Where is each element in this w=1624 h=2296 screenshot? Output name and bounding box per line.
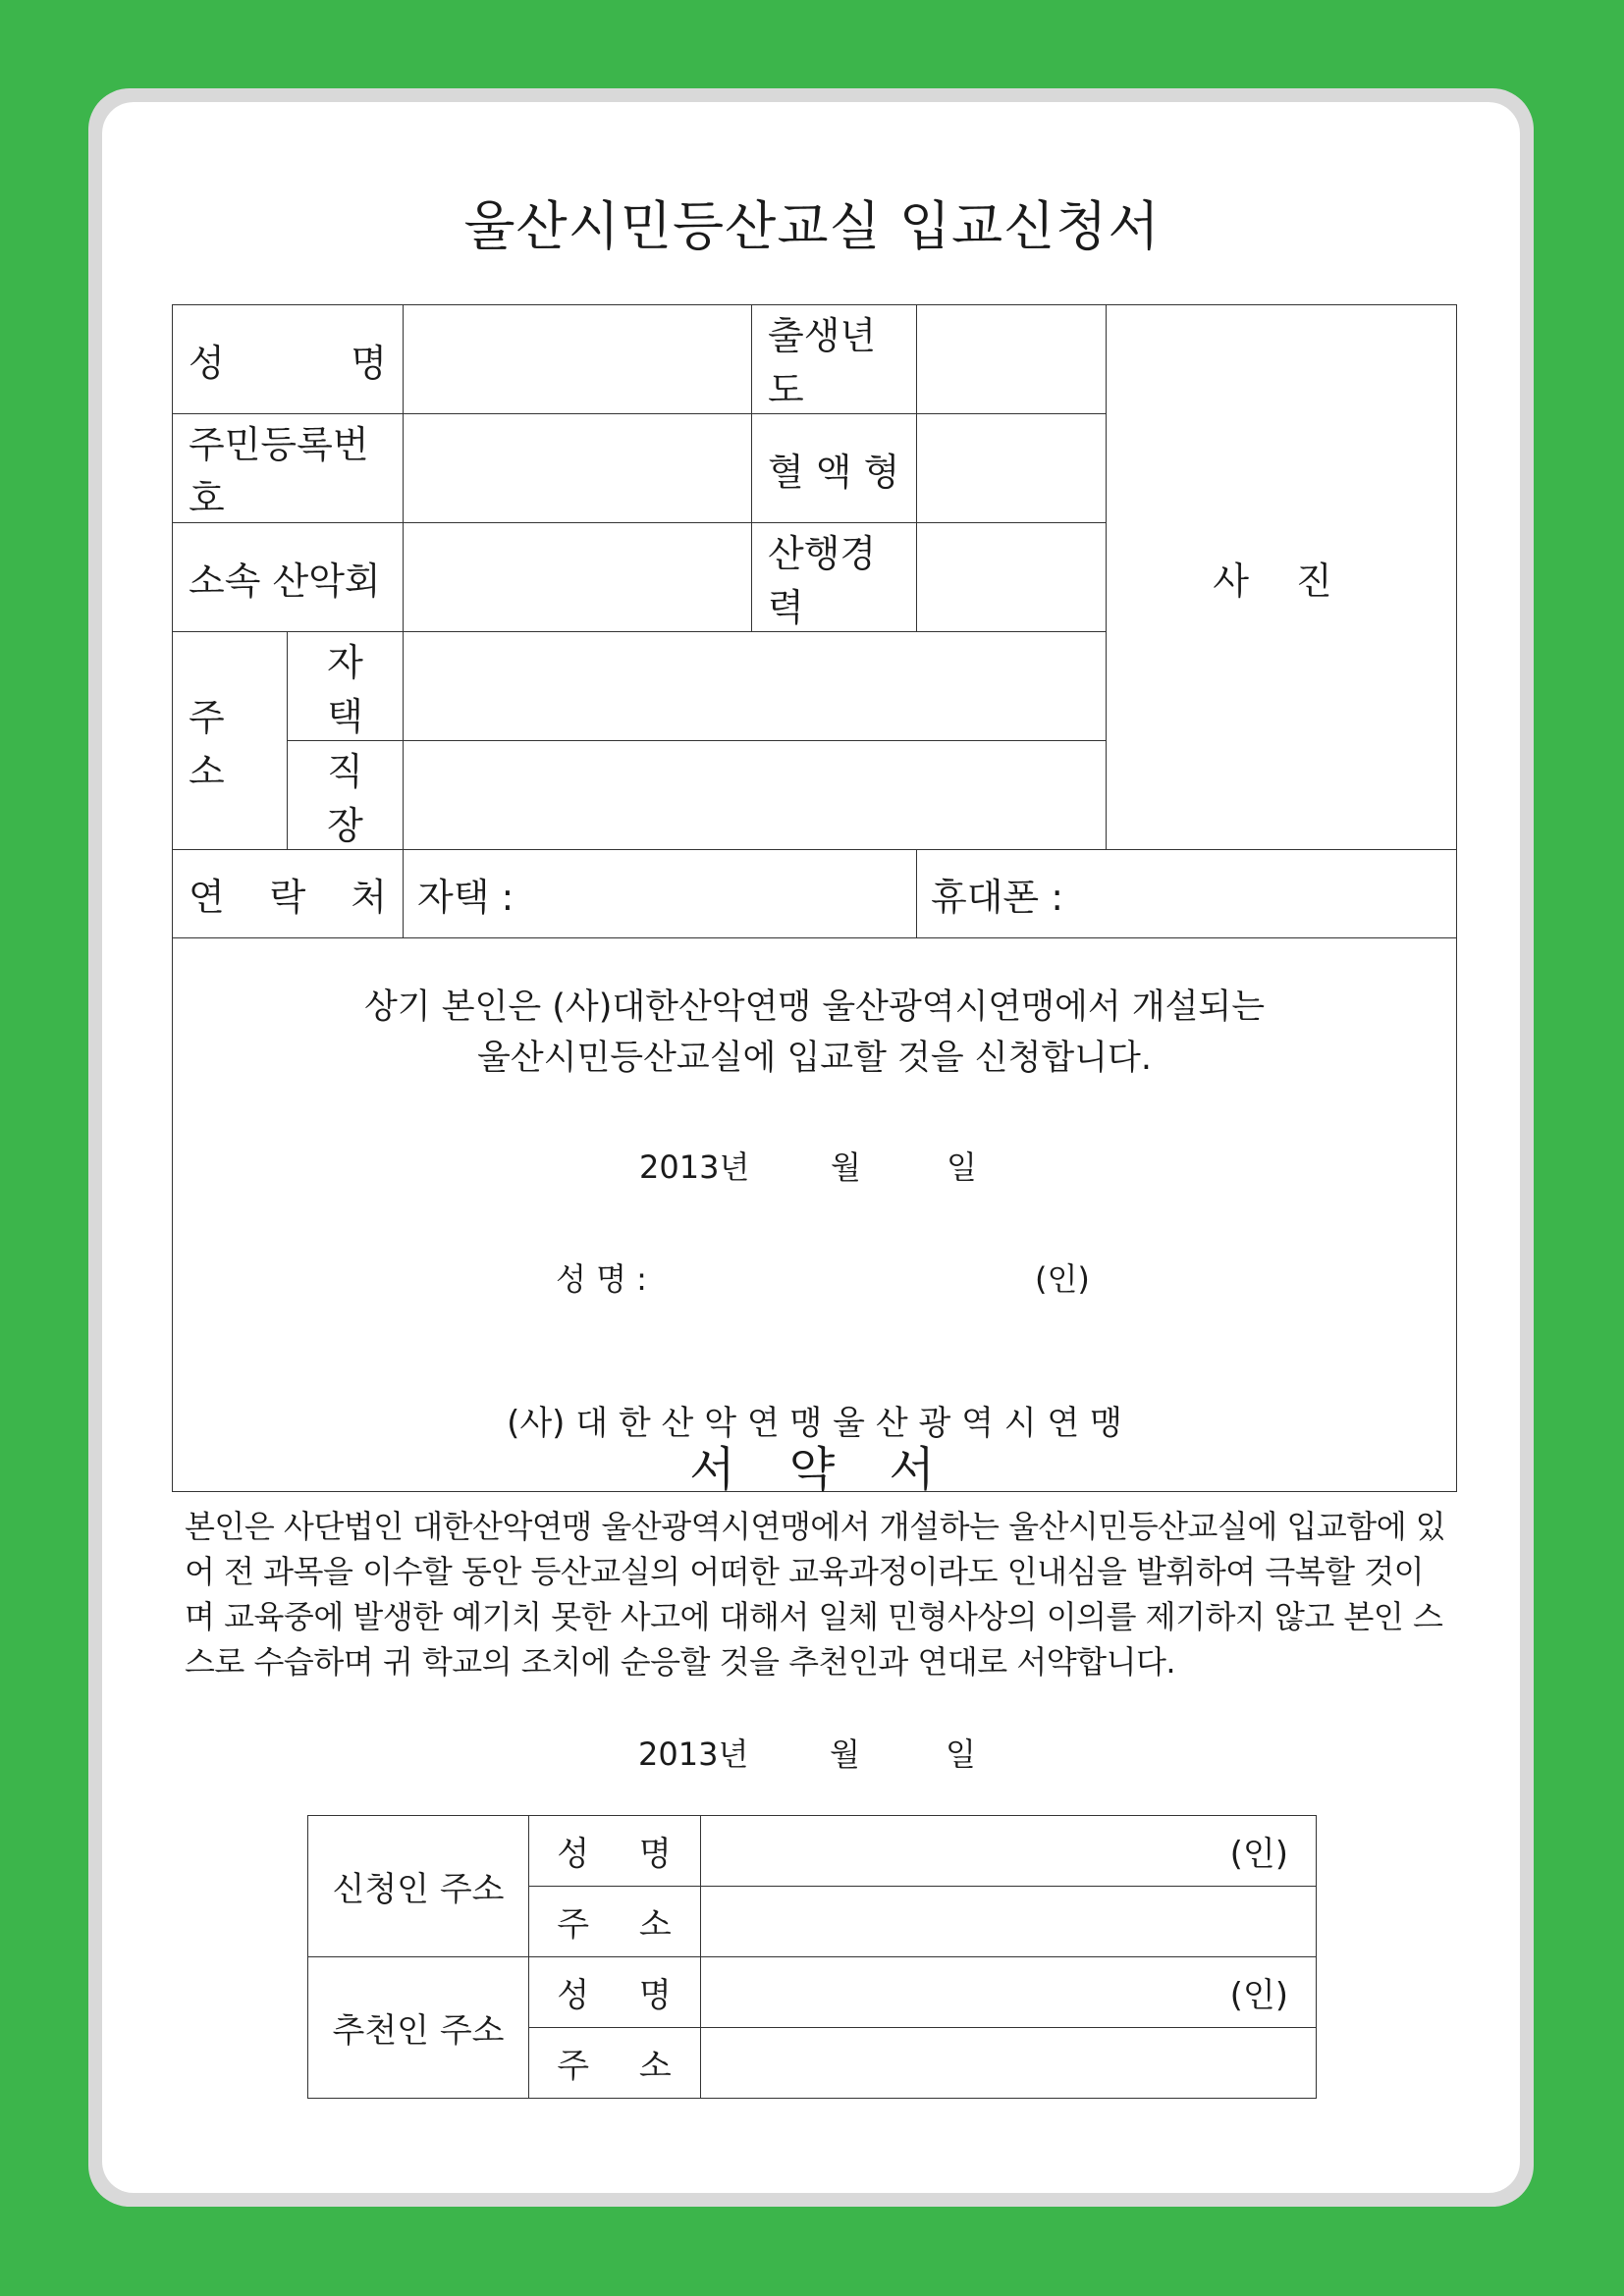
statement-sign-label: 성 명 : bbox=[556, 1260, 647, 1298]
home-phone-label: 자택 : bbox=[417, 876, 514, 919]
statement-seal[interactable]: (인) bbox=[1035, 1260, 1090, 1298]
oath-date-year: 2013년 bbox=[638, 1735, 749, 1773]
photo-box[interactable]: 사 진 bbox=[1107, 305, 1457, 850]
oath-title: 서 약 서 bbox=[689, 1442, 935, 1497]
statement-line-1: 상기 본인은 (사)대한산악연맹 울산광역시연맹에서 개설되는 bbox=[363, 988, 1266, 1027]
address-label: 주 소 bbox=[173, 632, 288, 850]
page-title: 울산시민등산교실 입교신청서 bbox=[463, 195, 1161, 257]
mobile-label: 휴대폰 : bbox=[931, 876, 1064, 919]
work-address-field[interactable] bbox=[404, 741, 1107, 850]
home-address-field[interactable] bbox=[404, 632, 1107, 741]
club-field[interactable] bbox=[404, 523, 752, 632]
blood-type-field[interactable] bbox=[917, 414, 1107, 523]
home-address-label: 자 택 bbox=[288, 632, 404, 741]
name-label: 성 명 bbox=[173, 305, 404, 414]
statement-line-2: 울산시민등산교실에 입교할 것을 신청합니다. bbox=[477, 1039, 1152, 1078]
recommender-name-field[interactable] bbox=[701, 1957, 1317, 2028]
club-label: 소속 산악회 bbox=[173, 523, 404, 632]
statement-date-year: 2013년 bbox=[639, 1148, 750, 1186]
resident-number-label: 주민등록번호 bbox=[173, 414, 404, 523]
recommender-address-label: 주 소 bbox=[529, 2028, 701, 2099]
statement-date-day: 일 bbox=[947, 1148, 977, 1186]
applicant-label: 신청인 주소 bbox=[308, 1816, 529, 1957]
recommender-label: 추천인 주소 bbox=[308, 1957, 529, 2099]
recommender-seal: (인) bbox=[1229, 1976, 1288, 2015]
recommender-name-label: 성 명 bbox=[529, 1957, 701, 2028]
statement-box bbox=[173, 938, 1457, 1492]
home-phone-field[interactable] bbox=[404, 850, 917, 938]
work-address-label: 직 장 bbox=[288, 741, 404, 850]
climbing-career-field[interactable] bbox=[917, 523, 1107, 632]
climbing-career-label: 산행경력 bbox=[752, 523, 917, 632]
applicant-seal: (인) bbox=[1229, 1835, 1288, 1874]
statement-date-month: 월 bbox=[831, 1148, 861, 1186]
applicant-name-label: 성 명 bbox=[529, 1816, 701, 1887]
recommender-address-field[interactable] bbox=[701, 2028, 1317, 2099]
mobile-field[interactable] bbox=[917, 850, 1457, 938]
name-field[interactable] bbox=[404, 305, 752, 414]
oath-date-month: 월 bbox=[830, 1735, 860, 1773]
oath-body: 본인은 사단법인 대한산악연맹 울산광역시연맹에서 개설하는 울산시민등산교실에 입교함에 있어 전 과목을 이수할 동안 등산교실의 어떠한 교육과정이라도 인내심을 발휘하여 극복할 것이며 교육중에 발생한 예기치 못한 사고에 대해서 일체 민형사상의 이의를 제기하지 않고 본인 스스로 수습하며 귀 학교의 조치에 순응할 것을 추천인과 연대로 서약합니다. bbox=[185, 1508, 1446, 1681]
birth-year-label: 출생년도 bbox=[752, 305, 917, 414]
blood-type-label: 혈 액 형 bbox=[752, 414, 917, 523]
applicant-address-label: 주 소 bbox=[529, 1887, 701, 1957]
signature-table bbox=[307, 1815, 1317, 2099]
birth-year-field[interactable] bbox=[917, 305, 1107, 414]
resident-number-field[interactable] bbox=[404, 414, 752, 523]
applicant-name-field[interactable] bbox=[701, 1816, 1317, 1887]
applicant-address-field[interactable] bbox=[701, 1887, 1317, 1957]
organization-name: (사) 대 한 산 악 연 맹 울 산 광 역 시 연 맹 bbox=[507, 1404, 1122, 1443]
application-form-table bbox=[172, 304, 1457, 1492]
oath-date-day: 일 bbox=[946, 1735, 976, 1773]
contact-label: 연 락 처 bbox=[173, 850, 404, 938]
